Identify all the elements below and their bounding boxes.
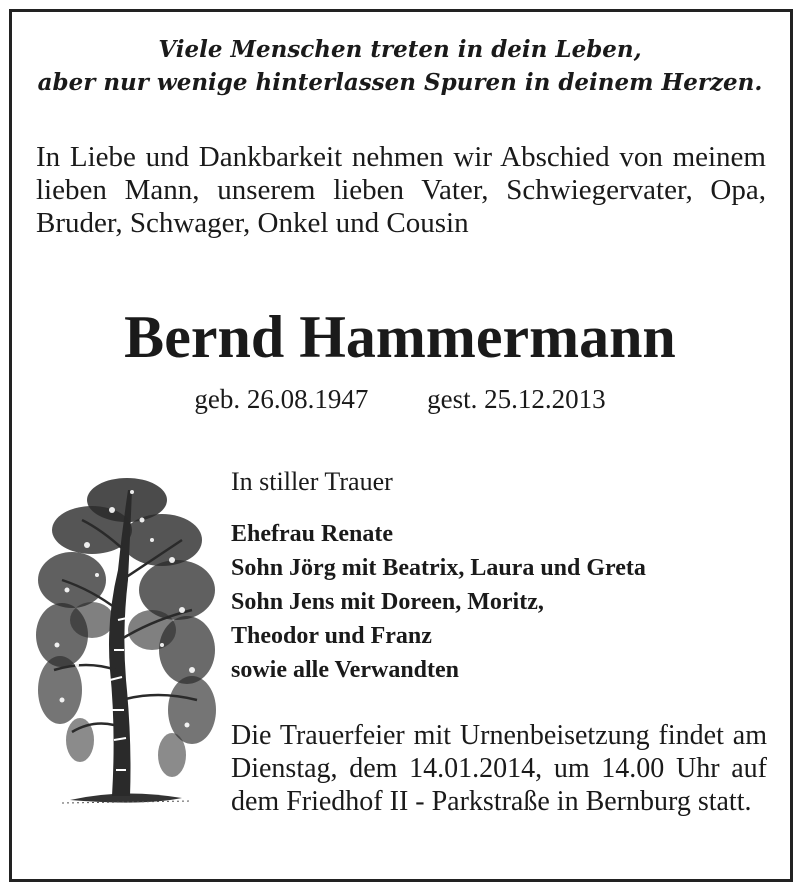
deceased-name: Bernd Hammermann xyxy=(124,304,676,370)
life-dates xyxy=(0,383,800,415)
family-member: Theodor und Franz xyxy=(231,623,432,649)
intro-text: In Liebe und Dankbarkeit nehmen wir Abschied von meinem lieben Mann, unserem lieben Vater, Schwiegervater, Opa, Bruder, Schwager, Onkel und Cousin xyxy=(36,141,766,239)
family-member: Sohn Jörg mit Beatrix, Laura und Greta xyxy=(231,555,646,581)
family-member: Ehefrau Renate xyxy=(231,521,393,547)
family-list xyxy=(231,517,646,687)
mourning-heading: In stiller Trauer xyxy=(231,467,393,496)
family-member: sowie alle Verwandten xyxy=(231,657,459,683)
death-date: gest. 25.12.2013 xyxy=(427,384,606,414)
ceremony-info: Die Trauerfeier mit Urnenbeisetzung findet am Dienstag, dem 14.01.2014, um 14.00 Uhr auf dem Friedhof II - Parkstraße in Bernburg statt. xyxy=(231,720,767,817)
quote-line-2: aber nur wenige hinterlassen Spuren in deinem Herzen. xyxy=(37,69,763,96)
birch-tree-icon xyxy=(32,470,218,810)
opening-quote xyxy=(0,33,800,99)
quote-line-1: Viele Menschen treten in dein Leben, xyxy=(158,36,642,63)
family-member: Sohn Jens mit Doreen, Moritz, xyxy=(231,589,544,615)
birth-date: geb. 26.08.1947 xyxy=(194,384,369,414)
